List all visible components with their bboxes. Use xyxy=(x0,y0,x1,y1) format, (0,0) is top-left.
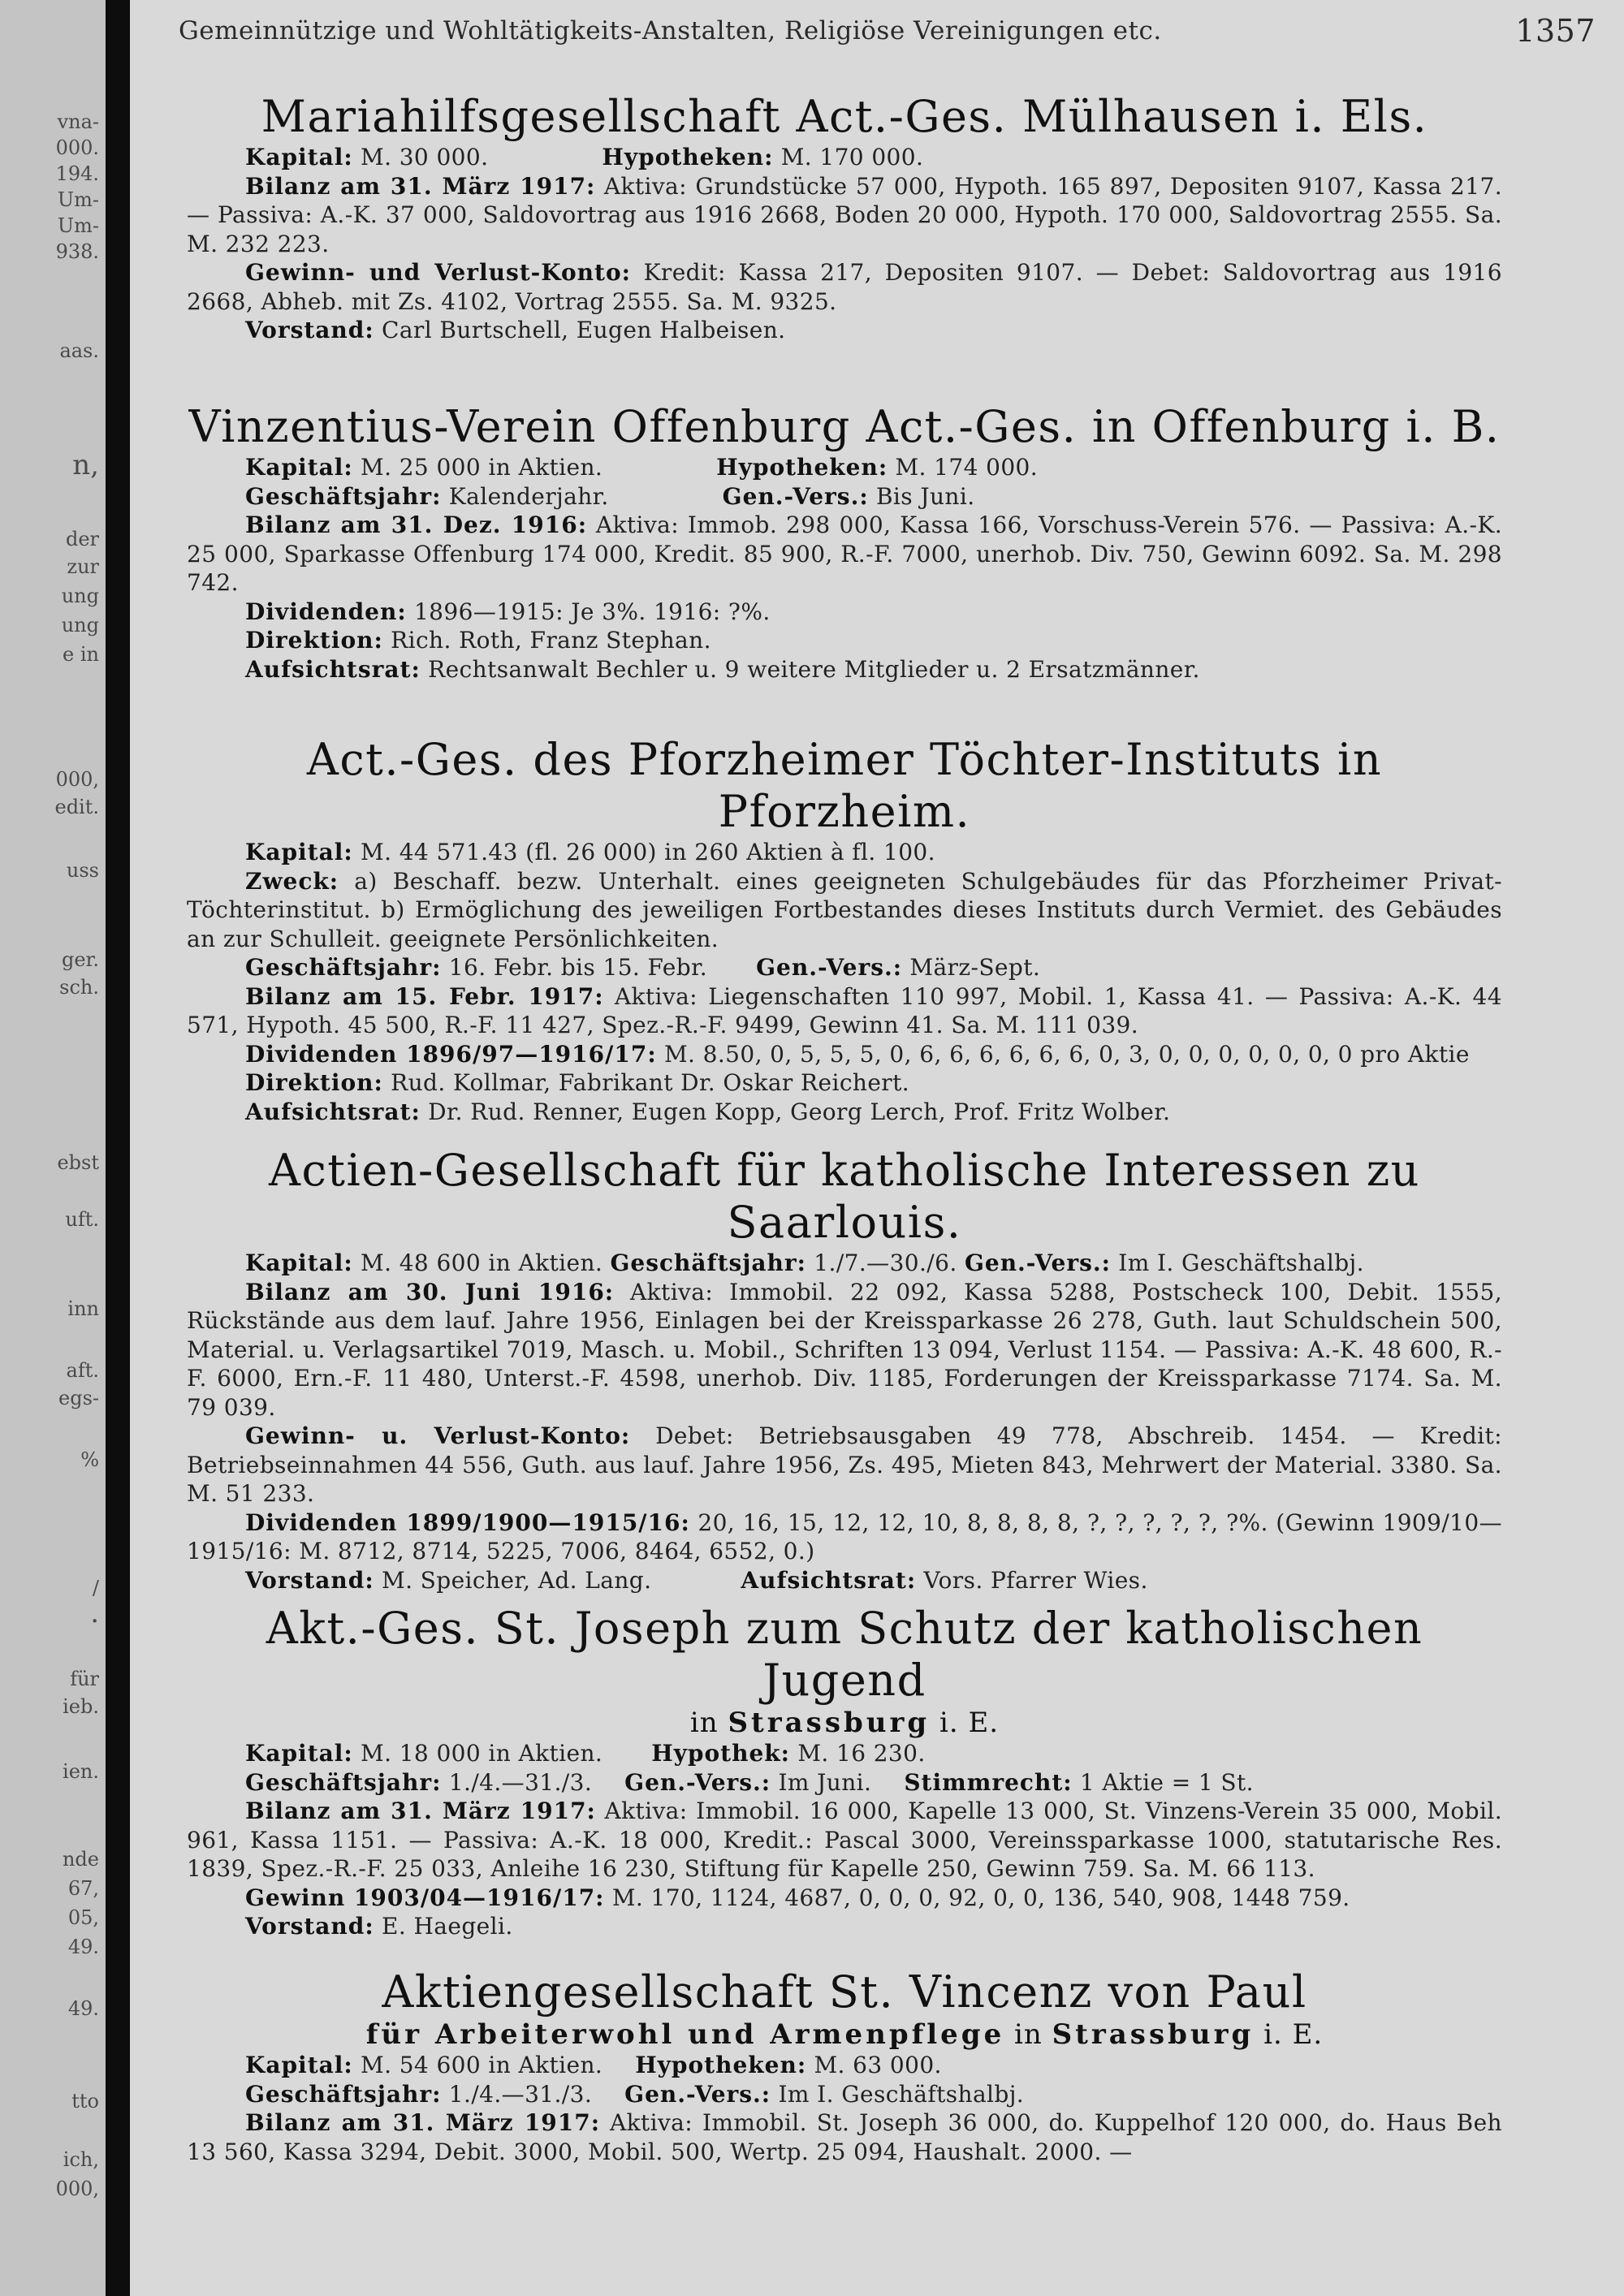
entry-line: Aufsichtsrat: Rechtsanwalt Bechler u. 9 weitere Mitglieder u. 2 Ersatzmänner. xyxy=(245,655,1200,683)
entry-line: Kapital: M. 44 571.43 (fl. 26 000) in 260 Aktien à fl. 100. xyxy=(245,839,935,865)
margin-fragment: ger. xyxy=(61,948,99,971)
company-entry-pforzheimer-toechter-institut xyxy=(187,734,1502,1126)
margin-fragment: e in xyxy=(63,643,99,666)
entry-line: Geschäftsjahr: 1./4.—31./3. Gen.-Vers.: Im I. Geschäftshalbj. xyxy=(245,2080,1025,2108)
entry-line: Gewinn- u. Verlust-Konto: Debet: Betriebsausgaben 49 778, Abschreib. 1454. — Kredit: Betriebseinnahmen 44 556, Guth. aus lauf. Jahre 1956, Zs. 495, Mieten 843, Mehrwert der Material. 3380. Sa. M. 51 233. xyxy=(187,1422,1502,1507)
entry-line: Geschäftsjahr: 16. Febr. bis 15. Febr. Gen.-Vers.: März-Sept. xyxy=(245,954,1041,981)
entry-line: Kapital: M. 54 600 in Aktien. Hypotheken: M. 63 000. xyxy=(245,2052,942,2078)
left-page-margin-fragments xyxy=(0,0,106,2296)
company-entry-vinzentius-verein xyxy=(187,401,1502,684)
company-entry-st-vincenz-von-paul xyxy=(187,1966,1502,2166)
margin-fragment: / xyxy=(92,1577,99,1599)
margin-fragment: 938. xyxy=(55,240,99,263)
entry-body xyxy=(187,2051,1502,2166)
entry-line: Geschäftsjahr: 1./4.—31./3. Gen.-Vers.: Im Juni. Stimmrecht: 1 Aktie = 1 St. xyxy=(245,1768,1254,1796)
entry-line: Bilanz am 31. März 1917: Aktiva: Grundstücke 57 000, Hypoth. 165 897, Depositen 9107, Kassa 217. — Passiva: A.-K. 37 000, Saldovortrag aus 1916 2668, Boden 20 000, Hypoth. 170 000, Saldovortrag 2555. Sa. M. 232 223. xyxy=(187,172,1502,257)
entry-body xyxy=(187,143,1502,345)
entry-subtitle: in Strassburg i. E. xyxy=(689,1707,1000,1739)
entry-line: Dividenden 1896/97—1916/17: M. 8.50, 0, 5, 5, 5, 0, 6, 6, 6, 6, 6, 6, 0, 3, 0, 0, 0, 0, 0, 0, 0 pro Aktie xyxy=(245,1040,1470,1068)
margin-fragment: vna- xyxy=(57,110,99,133)
margin-fragment: ung xyxy=(61,614,99,637)
entry-line: Zweck: a) Beschaff. bezw. Unterhalt. eines geeigneten Schulgebäudes für das Pforzheimer Privat-Töchterinstitut. b) Ermöglichung des jeweiligen Fortbestandes dieses Instituts durch Vermiet. des Gebäudes an zur Schulleit. geeignete Persönlichkeiten. xyxy=(187,867,1502,952)
entry-line: Aufsichtsrat: Dr. Rud. Renner, Eugen Kopp, Georg Lerch, Prof. Fritz Wolber. xyxy=(245,1098,1171,1125)
margin-fragment: aas. xyxy=(59,339,99,362)
margin-fragment: zur xyxy=(67,555,99,578)
margin-fragment: n, xyxy=(72,449,99,481)
margin-fragment: nde xyxy=(62,1848,99,1871)
margin-fragment: tto xyxy=(71,2090,99,2113)
entry-title: Vinzentius-Verein Offenburg Act.-Ges. in Offenburg i. B. xyxy=(188,401,1501,452)
margin-fragment: 000. xyxy=(55,136,99,159)
entry-line: Direktion: Rud. Kollmar, Fabrikant Dr. Oskar Reichert. xyxy=(245,1069,910,1096)
margin-fragment: 67, xyxy=(67,1877,99,1900)
entry-subtitle: für Arbeiterwohl und Armenpflege in Strassburg i. E. xyxy=(365,2018,1324,2051)
margin-fragment: uft. xyxy=(65,1208,99,1231)
margin-fragment: ieb. xyxy=(63,1695,99,1718)
margin-fragment: 49. xyxy=(67,1997,99,2020)
entry-line: Vorstand: Carl Burtschell, Eugen Halbeisen. xyxy=(245,317,786,343)
page-number: 1357 xyxy=(1515,13,1596,49)
margin-fragment: . xyxy=(90,1597,99,1629)
margin-fragment: ien. xyxy=(63,1760,99,1783)
margin-fragment: 05, xyxy=(67,1906,99,1929)
margin-fragment: Um- xyxy=(57,214,99,237)
company-entry-mariahilfsgesellschaft xyxy=(187,91,1502,345)
margin-fragment: 000, xyxy=(55,768,99,791)
company-entry-st-joseph-strassburg xyxy=(187,1603,1502,1941)
entry-line: Gewinn- und Verlust-Konto: Kredit: Kassa 217, Depositen 9107. — Debet: Saldovortrag aus 1916 2668, Abheb. mit Zs. 4102, Vortrag 2555. Sa. M. 9325. xyxy=(187,259,1502,315)
entry-line: Kapital: M. 48 600 in Aktien. Geschäftsjahr: 1./7.—30./6. Gen.-Vers.: Im I. Geschäftshalbj. xyxy=(245,1249,1364,1276)
entry-title: Actien-Gesellschaft für katholische Interessen zu Saarlouis. xyxy=(269,1145,1420,1248)
running-header xyxy=(179,13,1608,49)
page xyxy=(130,0,1624,2296)
margin-fragment: 000, xyxy=(55,2177,99,2200)
margin-fragment: 49. xyxy=(67,1936,99,1958)
entry-line: Gewinn 1903/04—1916/17: M. 170, 1124, 4687, 0, 0, 0, 92, 0, 0, 136, 540, 908, 1448 759. xyxy=(245,1884,1350,1911)
entry-body xyxy=(187,1739,1502,1941)
book-spine-gutter xyxy=(106,0,130,2296)
margin-fragment: edit. xyxy=(54,796,99,818)
entry-body xyxy=(187,838,1502,1126)
entry-line: Kapital: M. 30 000. Hypotheken: M. 170 000. xyxy=(245,144,924,170)
margin-fragment: Um- xyxy=(57,188,99,211)
entry-body xyxy=(187,1249,1502,1595)
margin-fragment: sch. xyxy=(59,976,99,999)
margin-fragment: % xyxy=(80,1448,99,1471)
entry-line: Bilanz am 31. März 1917: Aktiva: Immobil. St. Joseph 36 000, do. Kuppelhof 120 000, do. Haus Beh 13 560, Kassa 3294, Debit. 3000, Mobil. 500, Wertp. 25 094, Haushalt. 2000. — xyxy=(187,2109,1502,2165)
margin-fragment: uss xyxy=(66,859,99,882)
margin-fragment: aft. xyxy=(66,1359,99,1382)
entry-title: Akt.-Ges. St. Joseph zum Schutz der katholischen Jugend xyxy=(266,1603,1423,1706)
entry-title: Mariahilfsgesellschaft Act.-Ges. Mülhausen i. Els. xyxy=(261,91,1428,142)
entry-line: Bilanz am 31. Dez. 1916: Aktiva: Immob. 298 000, Kassa 166, Vorschuss-Verein 576. — Passiva: A.-K. 25 000, Sparkasse Offenburg 174 000, Kredit. 85 900, R.-F. 7000, unerhob. Div. 750, Gewinn 6092. Sa. M. 298 742. xyxy=(187,511,1502,596)
entry-title: Act.-Ges. des Pforzheimer Töchter-Instituts in Pforzheim. xyxy=(306,734,1383,837)
margin-fragment: egs- xyxy=(58,1387,99,1409)
entry-line: Bilanz am 30. Juni 1916: Aktiva: Immobil. 22 092, Kassa 5288, Postscheck 100, Debit. 1555, Rückstände aus dem lauf. Jahre 1956, Einlagen bei der Kreissparkasse 26 278, Guth. laut Schuldschein 500, Material. u. Verlagsartikel 7019, Masch. u. Mobil., Schriften 13 094, Verlust 1154. — Passiva: A.-K. 48 600, R.-F. 6000, Ern.-F. 11 480, Unterst.-F. 4598, unerhob. Div. 1185, Forderungen der Kreissparkasse 7174. Sa. M. 79 039. xyxy=(187,1278,1502,1421)
margin-fragment: inn xyxy=(67,1297,99,1320)
entry-body xyxy=(187,453,1502,684)
running-title: Gemeinnützige und Wohltätigkeits-Anstalten, Religiöse Vereinigungen etc. xyxy=(179,16,1162,45)
entry-line: Kapital: M. 18 000 in Aktien. Hypothek: M. 16 230. xyxy=(245,1740,926,1767)
margin-fragment: ebst xyxy=(57,1151,99,1174)
entry-line: Kapital: M. 25 000 in Aktien. Hypotheken: M. 174 000. xyxy=(245,454,1039,481)
entry-line: Bilanz am 15. Febr. 1917: Aktiva: Liegenschaften 110 997, Mobil. 1, Kassa 41. — Passiva: A.-K. 44 571, Hypoth. 45 500, R.-F. 11 427, Spez.-R.-F. 9499, Gewinn 41. Sa. M. 111 039. xyxy=(187,982,1502,1038)
entry-line: Dividenden: 1896—1915: Je 3%. 1916: ?%. xyxy=(245,598,771,625)
margin-fragment: ung xyxy=(61,585,99,607)
company-entry-katholische-interessen-saarlouis xyxy=(187,1145,1502,1595)
margin-fragment: der xyxy=(65,528,99,550)
entry-line: Dividenden 1899/1900—1915/16: 20, 16, 15, 12, 12, 10, 8, 8, 8, 8, ?, ?, ?, ?, ?, ?%. (Gewinn 1909/10—1915/16: M. 8712, 8714, 5225, 7006, 8464, 6552, 0.) xyxy=(187,1508,1502,1564)
margin-fragment: ich, xyxy=(63,2148,99,2171)
entry-line: Bilanz am 31. März 1917: Aktiva: Immobil. 16 000, Kapelle 13 000, St. Vinzens-Verein 35 000, Mobil. 961, Kassa 1151. — Passiva: A.-K. 18 000, Kredit.: Pascal 3000, Vereinssparkasse 1000, statutarische Res. 1839, Spez.-R.-F. 25 033, Anleihe 16 230, Stiftung für Kapelle 250, Gewinn 759. Sa. M. 66 113. xyxy=(187,1798,1503,1882)
margin-fragment: 194. xyxy=(55,162,99,185)
entry-line: Direktion: Rich. Roth, Franz Stephan. xyxy=(245,627,711,654)
entry-line: Vorstand: E. Haegeli. xyxy=(245,1913,513,1940)
entry-title: Aktiengesellschaft St. Vincenz von Paul xyxy=(382,1966,1307,2018)
entry-line: Geschäftsjahr: Kalenderjahr. Gen.-Vers.: Bis Juni. xyxy=(245,482,975,510)
margin-fragment: für xyxy=(70,1668,99,1690)
entry-line: Vorstand: M. Speicher, Ad. Lang. Aufsichtsrat: Vors. Pfarrer Wies. xyxy=(245,1566,1148,1594)
